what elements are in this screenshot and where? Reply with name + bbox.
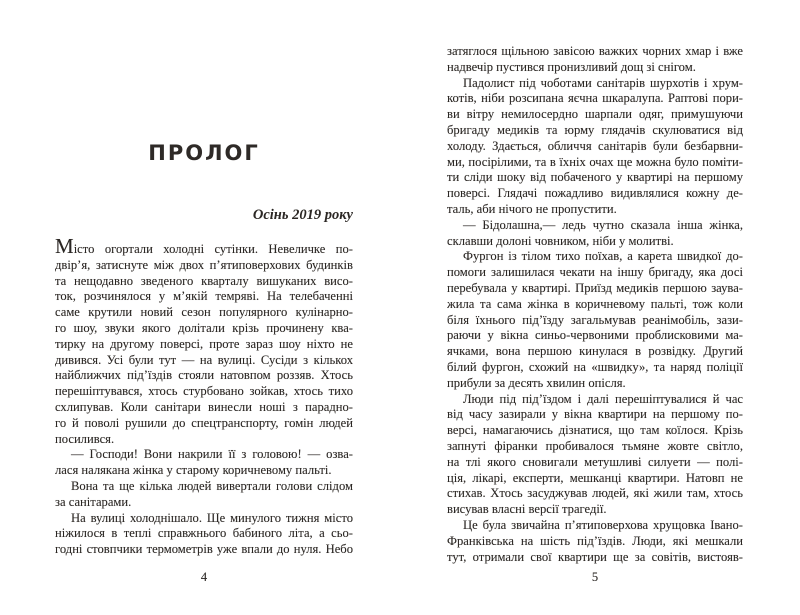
chapter-heading: ПРОЛОГ: [148, 141, 260, 165]
text-line: прибули за десять хвилин опісля.: [447, 375, 626, 390]
text-line: ти сліди шоку від побаченого у квартирі на першому: [447, 170, 743, 185]
text-line: надвечір пустився пронизливий дощ зі снігом.: [447, 59, 696, 74]
text-line: за санітарами.: [55, 494, 132, 509]
page-number-left: 4: [200, 570, 208, 584]
left-page-text: [55, 234, 353, 558]
text-line: таль, аби нічого не пропустити.: [447, 201, 617, 216]
text-line: — Бідолашна,— ледь чутно сказала інша жінка,: [463, 217, 743, 232]
text-line: Франківська на шість під’їздів. Люди, які мешкали: [447, 533, 743, 548]
raised-cap-letter: М: [55, 234, 74, 258]
text-line: го шоу, звуки якого долітали крізь прочинену ква-: [55, 320, 353, 335]
text-line: перешіптувався, хтось стурбовано зойкав, хтось тихо: [55, 384, 353, 399]
text-line: бригаду медиків та юрму глядачів скулюватися від: [447, 122, 743, 137]
text-line: ми, посірілими, та в їхніх очах ще можна було поміти-: [447, 154, 743, 169]
text-line: дивився. Усі були тут — на вулиці. Сусіди з кількох: [55, 352, 353, 367]
text-line: жила та сама жінка в коричневому пальті, тож коли: [447, 296, 743, 311]
text-line: ніжилося в теплі справжнього бабиного літа, а сьо-: [55, 526, 353, 541]
text-line: запнуті фіранки пробивалося тьмяне жовте світло,: [447, 438, 743, 453]
text-line: саме крутили новий сезон популярного кулінарно-: [55, 305, 353, 320]
right-page-text: [447, 44, 743, 565]
text-line: Вона та ще кілька людей вивертали голови слідом: [71, 478, 353, 493]
text-line: раючи у вікна синьо-червоними проблисковими ма-: [447, 328, 743, 343]
text-line: Люди під під’їздом і далі перешіптувалися й час: [463, 391, 743, 406]
text-line: холоду. Здається, обличчя санітарів були безбарвни-: [447, 138, 743, 153]
text-line: білий фургон, схожий на «швидку», та наряд поліції: [447, 359, 743, 374]
text-line: помоги залишилася чекати на іншу бригаду, яка досі: [447, 265, 743, 280]
text-line: склавши долоні човником, ніби у молитві.: [447, 233, 674, 248]
text-line: висував власні версії трагедії.: [447, 502, 607, 517]
text-line: двір’я, затиснуте між двох п’ятиповерхових будинків: [55, 257, 353, 272]
text-line: посилився.: [55, 431, 115, 446]
text-line: годні стовпчики термометрів уже впали до нуля. Небо: [55, 542, 353, 557]
text-line: та нещодавно зведеного кварталу вишуканих висо-: [55, 273, 353, 288]
text-line: затяглося щільною завісою важких чорних хмар і вже: [447, 44, 743, 58]
text-line: біля їхнього під’їзду загальмував реанімобіль, зази-: [447, 312, 743, 327]
text-line: Місто огортали холодні сутінки. Невеличке по-: [55, 234, 353, 258]
page-right: [447, 44, 743, 574]
text-line: Фургон із тілом тихо поїхав, а карета швидкої до-: [463, 249, 743, 264]
text-line: тут, отримали свої квартири ще за совітів, вистояв-: [447, 549, 743, 564]
text-line: найближчих під’їздів стояли натовпом роззяв. Хтось: [55, 368, 353, 383]
text-line: ви вітру немилосердно шарпали одяг, примушуючи: [447, 107, 743, 122]
text-line: котів, ніби розсипана яєчна шкаралупа. Раптові пори-: [447, 91, 743, 106]
text-line: лася налякана жінка у старому коричневому пальті.: [55, 463, 332, 478]
text-line: — Господи! Вони накрили її з головою! — озва-: [71, 447, 353, 462]
text-line: тирку на другому поверсі, проте зараз шоу ніхто не: [55, 336, 353, 351]
page-number-right: 5: [591, 570, 599, 584]
text-line: на тлі якого сновигали метушливі силуети — полі-: [447, 454, 743, 469]
dateline: Осінь 2019 року: [252, 207, 353, 223]
text-line: го й поволі рушили до спецтранспорту, гомін людей: [55, 415, 353, 430]
text-line: ток, розчинялося у м’якій темряві. На телебаченні: [55, 289, 353, 304]
text-line: ція, лікарі, експерти, мешканці квартири. Натовп не: [447, 470, 743, 485]
text-line: від часу зазирали у вікна квартири на першому по-: [447, 407, 743, 422]
text-line: стихав. Хтось засуджував людей, які жили там, хтось: [447, 486, 743, 501]
text-line: Падолист під чоботами санітарів шурхотів і хрум-: [463, 75, 743, 90]
text-line: поверсі. Глядачі пожадливо видивлялися кожну де-: [447, 186, 743, 201]
text-line: Це була звичайна п’ятиповерхова хрущовка Івано-: [463, 517, 743, 532]
text-line: схлипував. Коли санітари винесли ноші з парадно-: [55, 399, 353, 414]
text-line: версі, намагаючись дізнатися, що там коїлося. Крізь: [447, 423, 743, 438]
text-line: На вулиці холоднішало. Ще минулого тижня місто: [71, 510, 353, 525]
text-line: перебувала у квартирі. Приїзд медиків першою заува-: [447, 280, 743, 295]
text-line: ячками, вона першою кинулася в розвідку. Другий: [447, 344, 743, 359]
page-left: [55, 141, 353, 571]
